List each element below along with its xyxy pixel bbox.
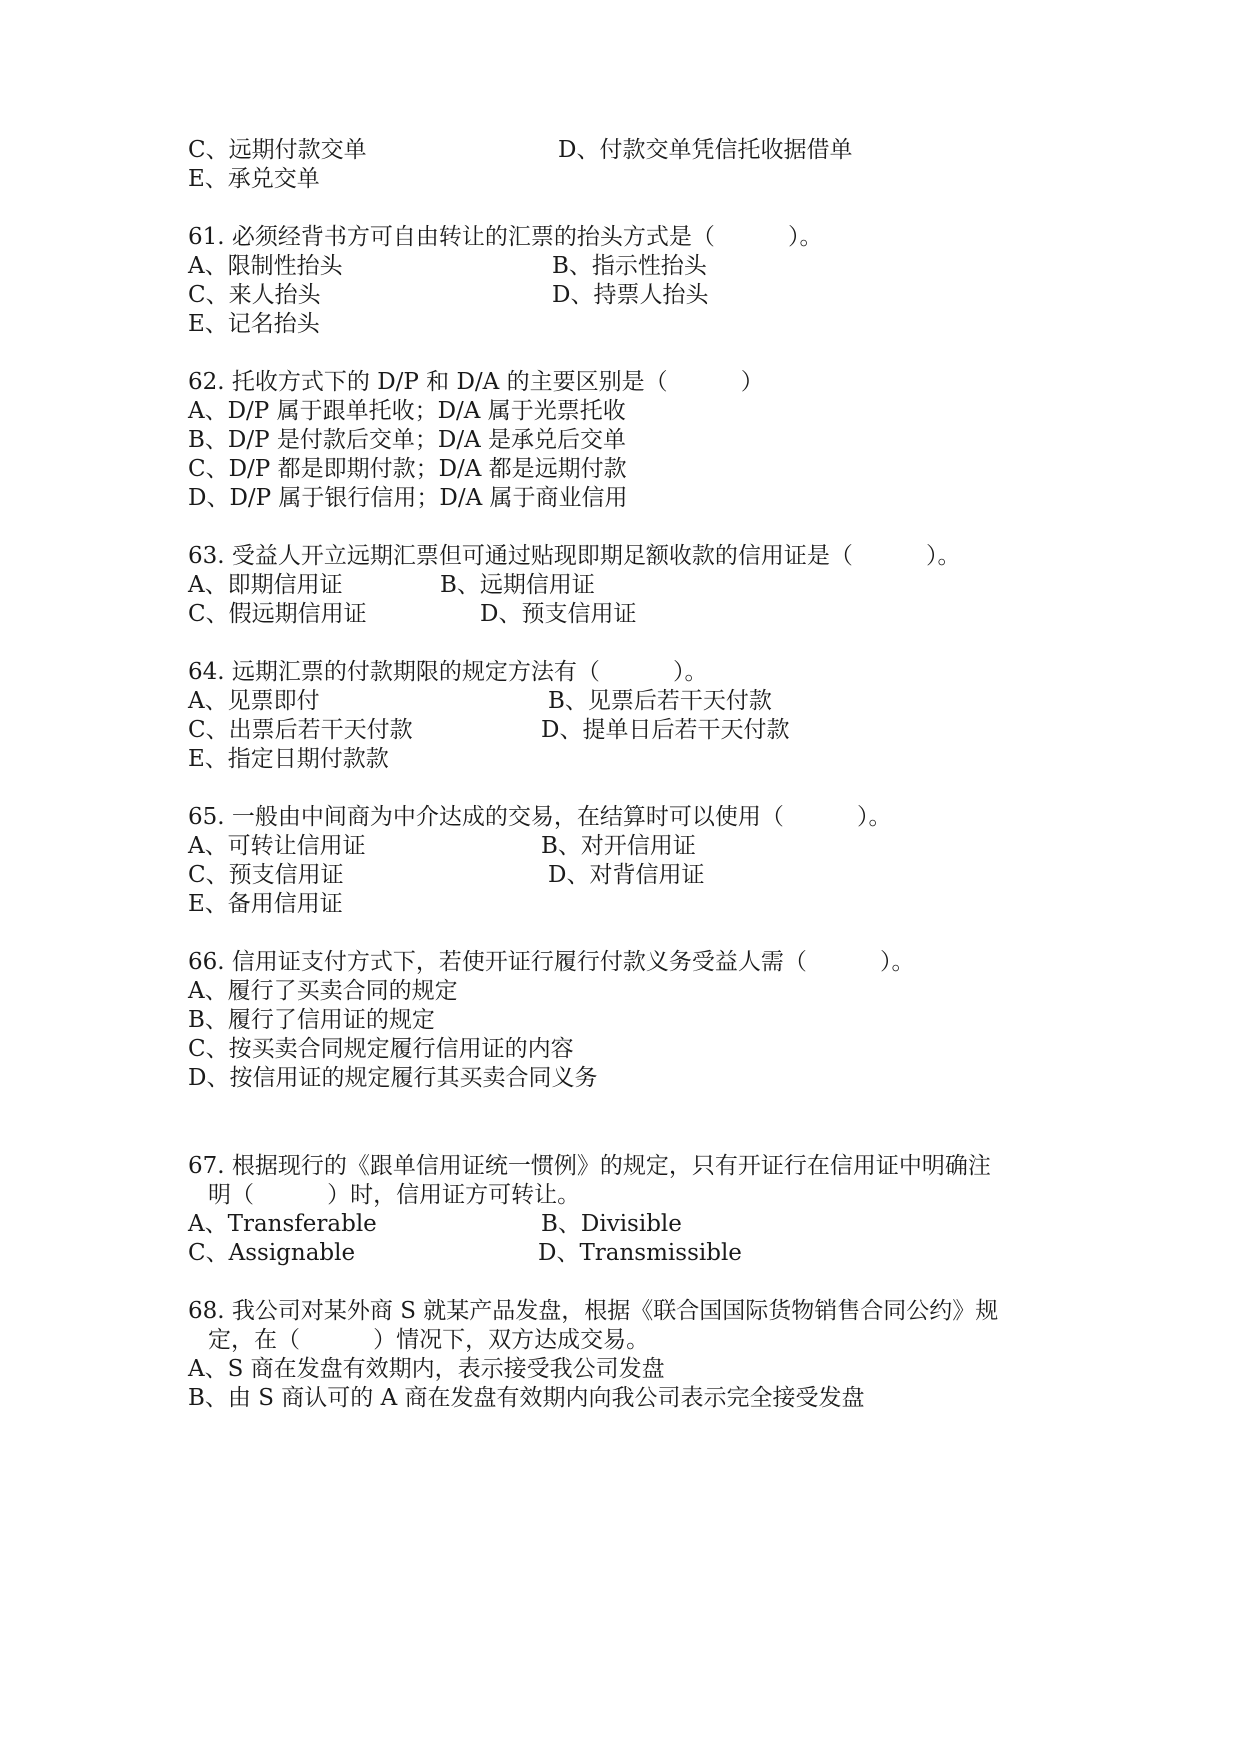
question-65-option-b: B、对开信用证 — [541, 833, 696, 859]
question-65-option-c: C、预支信用证 — [188, 862, 344, 888]
question-64-option-b: B、见票后若干天付款 — [548, 688, 772, 714]
question-61-option-c: C、来人抬头 — [188, 282, 321, 308]
question-64-option-e: E、指定日期付款款 — [188, 746, 389, 772]
option-d: D、付款交单凭信托收据借单 — [558, 137, 853, 163]
question-63-option-a: A、即期信用证 — [188, 572, 343, 598]
option-e: E、承兑交单 — [188, 166, 320, 192]
question-61-option-d: D、持票人抬头 — [552, 282, 709, 308]
question-65-option-a: A、可转让信用证 — [188, 833, 366, 859]
question-67-stem-line1: 67. 根据现行的《跟单信用证统一惯例》的规定，只有开证行在信用证中明确注 — [188, 1153, 991, 1179]
question-67-stem-line2: 明（ ）时，信用证方可转让。 — [208, 1182, 581, 1208]
question-61-option-e: E、记名抬头 — [188, 311, 320, 337]
question-62-option-c: C、D/P 都是即期付款；D/A 都是远期付款 — [188, 456, 627, 482]
question-66-stem: 66. 信用证支付方式下，若使开证行履行付款义务受益人需（ ）。 — [188, 949, 915, 975]
question-68-stem-line2: 定，在（ ）情况下，双方达成交易。 — [208, 1327, 650, 1353]
question-68-option-b: B、由 S 商认可的 A 商在发盘有效期内向我公司表示完全接受发盘 — [188, 1385, 865, 1411]
question-65-stem: 65. 一般由中间商为中介达成的交易，在结算时可以使用（ ）。 — [188, 804, 892, 830]
question-67-option-a: A、Transferable — [188, 1211, 377, 1237]
question-62-stem: 62. 托收方式下的 D/P 和 D/A 的主要区别是（ ） — [188, 369, 764, 395]
question-68-option-a: A、S 商在发盘有效期内，表示接受我公司发盘 — [188, 1356, 665, 1382]
question-67-option-c: C、Assignable — [188, 1240, 356, 1266]
question-65-option-e: E、备用信用证 — [188, 891, 343, 917]
question-63-option-c: C、假远期信用证 — [188, 601, 367, 627]
question-64-option-a: A、见票即付 — [188, 688, 320, 714]
question-66-option-b: B、履行了信用证的规定 — [188, 1007, 435, 1033]
question-67-option-b: B、Divisible — [541, 1211, 682, 1237]
question-65-option-d: D、对背信用证 — [548, 862, 705, 888]
question-61-option-a: A、限制性抬头 — [188, 253, 343, 279]
question-62-option-d: D、D/P 属于银行信用；D/A 属于商业信用 — [188, 485, 628, 511]
option-c: C、远期付款交单 — [188, 137, 367, 163]
question-61-option-b: B、指示性抬头 — [552, 253, 707, 279]
question-63-option-b: B、远期信用证 — [440, 572, 595, 598]
question-67-option-d: D、Transmissible — [538, 1240, 742, 1266]
question-61-stem: 61. 必须经背书方可自由转让的汇票的抬头方式是（ ）。 — [188, 224, 823, 250]
question-62-option-a: A、D/P 属于跟单托收；D/A 属于光票托收 — [188, 398, 626, 424]
question-66-option-c: C、按买卖合同规定履行信用证的内容 — [188, 1036, 574, 1062]
question-63-option-d: D、预支信用证 — [480, 601, 637, 627]
question-64-option-c: C、出票后若干天付款 — [188, 717, 413, 743]
question-66-option-a: A、履行了买卖合同的规定 — [188, 978, 458, 1004]
question-62-option-b: B、D/P 是付款后交单；D/A 是承兑后交单 — [188, 427, 626, 453]
question-64-stem: 64. 远期汇票的付款期限的规定方法有（ ）。 — [188, 659, 708, 685]
question-63-stem: 63. 受益人开立远期汇票但可通过贴现即期足额收款的信用证是（ ）。 — [188, 543, 961, 569]
question-68-stem-line1: 68. 我公司对某外商 S 就某产品发盘，根据《联合国国际货物销售合同公约》规 — [188, 1298, 999, 1324]
question-64-option-d: D、提单日后若干天付款 — [541, 717, 790, 743]
question-66-option-d: D、按信用证的规定履行其买卖合同义务 — [188, 1065, 598, 1091]
